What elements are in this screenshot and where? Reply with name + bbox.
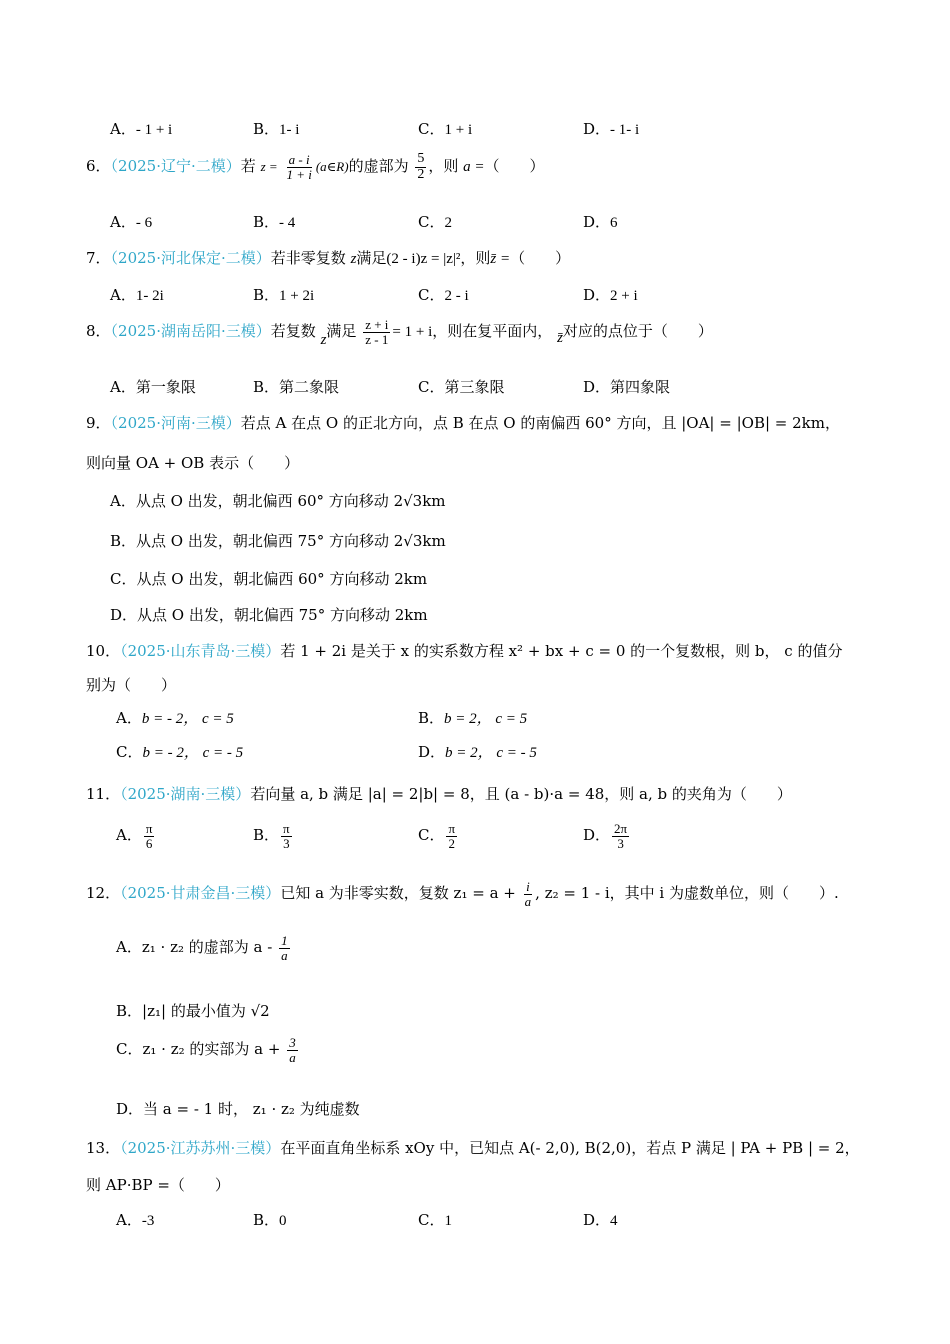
q13-source: （2025·江苏苏州·三模）: [120, 1139, 281, 1157]
q12-source: （2025·甘肃金昌·三模）: [120, 884, 281, 903]
q9-option-a[interactable]: A．从点 O 出发，朝北偏西 60° 方向移动 2√3km: [110, 492, 446, 510]
q7-stem: 7．（2025·河北保定·二模）若非零复数 z满足(2 - i)z = |z|²，则z̄ =（ ）: [86, 249, 571, 267]
q9-source: （2025·河南·三模）: [110, 414, 241, 432]
q11-source: （2025·湖南·三模）: [120, 785, 251, 803]
q10-stem: 10．（2025·山东青岛·三模）若 1 + 2i 是关于 x 的实系数方程 x² + bx + c = 0 的一个复数根，则 b， c 的值分: [86, 642, 843, 660]
q13-option-d[interactable]: D．4: [583, 1211, 618, 1229]
q10-source: （2025·山东青岛·三模）: [120, 642, 281, 660]
q12-stem: 12．（2025·甘肃金昌·三模）已知 a 为非零实数，复数 z₁ = a + $\frac{i}{a}$ , z₂ = 1 - i，其中 i 为虚数单位，则（ ）.: [86, 879, 839, 909]
q10-option-a[interactable]: A．b = - 2， c = 5: [116, 709, 234, 727]
q11-option-b[interactable]: B． $\frac{\pi}{3}$: [253, 821, 290, 851]
q5-option-a[interactable]: A．- 1 + i: [110, 120, 173, 138]
q12-option-c[interactable]: C．z₁ · z₂ 的实部为 a + $\frac{3}{a}$: [116, 1035, 296, 1065]
q10-option-d[interactable]: D．b = 2， c = - 5: [418, 743, 537, 761]
q6-option-a[interactable]: A．- 6: [110, 213, 153, 231]
q8-stem: 8．（2025·湖南岳阳·三模）若复数 z满足 $\frac{z + i}{z - 1}$ = 1 + i，则在复平面内， z̄对应的点位于（ ）: [86, 317, 713, 349]
q11-option-d[interactable]: D． $\frac{2\pi}{3}$: [583, 821, 628, 851]
q8-option-c[interactable]: C．第三象限: [418, 378, 505, 396]
q11-option-a[interactable]: A． $\frac{\pi}{6}$: [116, 821, 153, 851]
q5-option-b[interactable]: B．1- i: [253, 120, 300, 138]
q7-option-a[interactable]: A．1- 2i: [110, 286, 164, 304]
q6-option-d[interactable]: D．6: [583, 213, 618, 231]
q5-option-d[interactable]: D．- 1- i: [583, 120, 640, 138]
q9-option-d[interactable]: D．从点 O 出发，朝北偏西 75° 方向移动 2km: [110, 606, 428, 624]
q13-option-b[interactable]: B．0: [253, 1211, 287, 1229]
q8-option-b[interactable]: B．第二象限: [253, 378, 340, 396]
q5-option-c[interactable]: C．1 + i: [418, 120, 473, 138]
q8-option-a[interactable]: A．第一象限: [110, 378, 196, 396]
q7-option-d[interactable]: D．2 + i: [583, 286, 638, 304]
q13-stem-cont: 则 AP·BP =（ ）: [86, 1176, 230, 1194]
q9-stem-cont: 则向量 OA + OB 表示（ ）: [86, 454, 300, 472]
q7-option-b[interactable]: B．1 + 2i: [253, 286, 315, 304]
q12-option-d[interactable]: D．当 a = - 1 时， z₁ · z₂ 为纯虚数: [116, 1100, 360, 1118]
q6-stem: 6．（2025·辽宁·二模）若 z = $\frac{a - i}{1 + i}$ (a∈R)的虚部为 $\frac{5}{2}$ ，则 a =（ ）: [86, 151, 545, 182]
q9-option-b[interactable]: B．从点 O 出发，朝北偏西 75° 方向移动 2√3km: [110, 532, 446, 550]
q7-source: （2025·河北保定·二模）: [110, 249, 271, 267]
q8-option-d[interactable]: D．第四象限: [583, 378, 671, 396]
q6-option-b[interactable]: B．- 4: [253, 213, 296, 231]
q13-stem: 13．（2025·江苏苏州·三模）在平面直角坐标系 xOy 中，已知点 A(- 2,0), B(2,0)，若点 P 满足 | PA + PB | = 2，: [86, 1139, 860, 1157]
q7-option-c[interactable]: C．2 - i: [418, 286, 469, 304]
q8-source: （2025·湖南岳阳·三模）: [110, 322, 271, 341]
q10-option-c[interactable]: C．b = - 2， c = - 5: [116, 743, 244, 761]
q13-option-c[interactable]: C．1: [418, 1211, 452, 1229]
q10-stem-cont: 别为（ ）: [86, 676, 177, 694]
q12-option-a[interactable]: A．z₁ · z₂ 的虚部为 a - $\frac{1}{a}$: [116, 933, 288, 963]
q9-stem: 9．（2025·河南·三模）若点 A 在点 O 的正北方向，点 B 在点 O 的南偏西 60° 方向，且 |OA| = |OB| = 2km，: [86, 414, 840, 432]
q9-option-c[interactable]: C．从点 O 出发，朝北偏西 60° 方向移动 2km: [110, 570, 428, 588]
q10-option-b[interactable]: B．b = 2， c = 5: [418, 709, 528, 727]
q6-option-c[interactable]: C．2: [418, 213, 452, 231]
q6-source: （2025·辽宁·二模）: [110, 157, 241, 176]
q13-option-a[interactable]: A．-3: [116, 1211, 155, 1229]
q11-option-c[interactable]: C． $\frac{\pi}{2}$: [418, 821, 456, 851]
q12-option-b[interactable]: B．|z₁| 的最小值为 √2: [116, 1002, 270, 1020]
q11-stem: 11．（2025·湖南·三模）若向量 a, b 满足 |a| = 2|b| = 8，且 (a - b)·a = 48，则 a, b 的夹角为（ ）: [86, 785, 792, 803]
